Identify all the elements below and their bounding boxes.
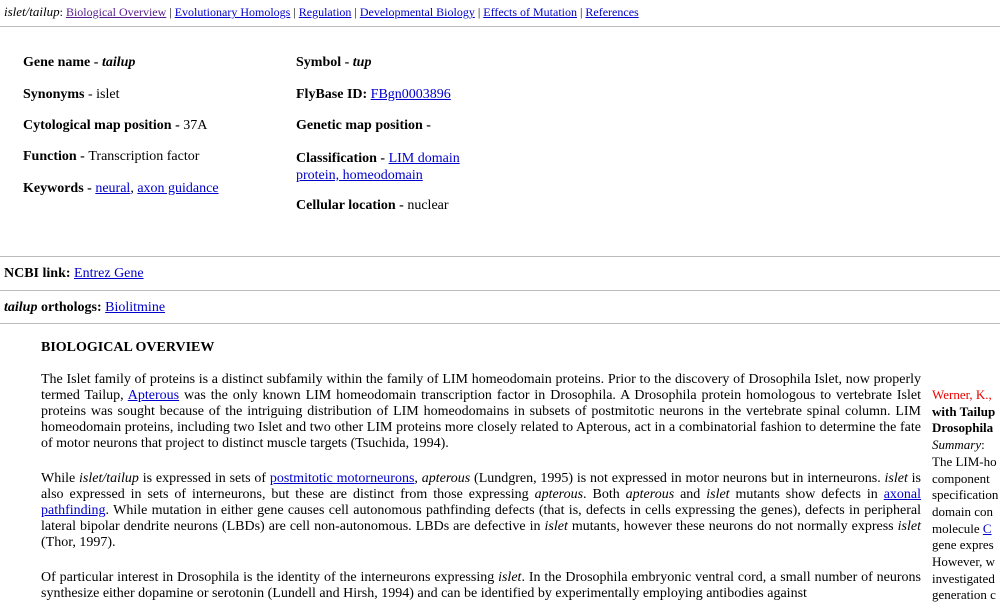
nav-link-regulation[interactable]: Regulation xyxy=(298,5,352,19)
nav-separator: | xyxy=(293,5,296,19)
classification-row xyxy=(296,150,476,184)
keywords-row xyxy=(23,181,219,197)
p2-italic: apterous xyxy=(421,471,471,486)
nav-link-references[interactable]: References xyxy=(585,5,639,19)
sidebar-line: generation c xyxy=(932,587,996,603)
nav-link-developmental-biology[interactable]: Developmental Biology xyxy=(359,5,475,19)
sidebar-line-text: molecule xyxy=(932,520,983,536)
p2-italic: islet xyxy=(897,519,921,534)
entrez-gene-link[interactable]: Entrez Gene xyxy=(74,266,144,281)
sidebar-author: Werner, K., xyxy=(932,387,992,402)
p1-text: was the only known LIM homeodomain transcription factor in Drosophila. A Drosophila protein homologous to vertebrate Islet proteins was sought because of the intriguing distribution of LIM homeodomains in subsets of postmitotic neurons in the vertebrate spinal column. LIM homeodomain proteins, including two Islet and two other LIM proteins more closely related to Apterous, act in a combinatorial fashion to determine the fate of motor neurons that project to distinct muscle targets (Tsuchida, 1994). xyxy=(41,388,921,451)
p2-text: is expressed in sets of xyxy=(138,471,270,486)
divider xyxy=(0,290,1000,291)
p3-text: Of particular interest in Drosophila is the identity of the interneurons expressing xyxy=(41,570,499,585)
ncbi-link-row xyxy=(4,266,144,282)
keywords-label: Keywords - xyxy=(23,181,96,196)
flybase-label: FlyBase ID: xyxy=(296,87,371,102)
p2-italic: islet/tailup xyxy=(79,471,139,486)
cellular-location-label: Cellular location - xyxy=(296,198,408,213)
p2-italic: islet xyxy=(884,471,908,486)
sidebar-line: domain con xyxy=(932,503,994,519)
sidebar-title-line: Drosophila xyxy=(932,420,994,436)
overview-paragraph-3 xyxy=(41,570,921,602)
nav-separator: | xyxy=(477,5,481,19)
nav-link-effects-of-mutation[interactable]: Effects of Mutation xyxy=(483,5,577,19)
flybase-row xyxy=(296,87,451,103)
cellular-location-row xyxy=(296,198,449,214)
cellular-location-value: nuclear xyxy=(407,198,449,213)
synonyms-label: Synonyms xyxy=(23,87,85,102)
sidebar-line: However, w xyxy=(932,554,996,570)
sidebar-line: The LIM-ho xyxy=(932,453,997,469)
gene-label: islet/tailup xyxy=(4,4,60,19)
p2-italic: islet xyxy=(544,519,568,534)
nav-link-evolutionary-homologs[interactable]: Evolutionary Homologs xyxy=(174,5,291,19)
sidebar-line: specification xyxy=(932,487,999,503)
function-value: Transcription factor xyxy=(88,149,200,164)
keywords-separator: , xyxy=(130,181,138,196)
p2-text: . While mutation in either gene causes cell autonomous pathfinding defects (that is, defects in cells expressing the genes), defects in peripheral lateral bipolar dendrite neurons (LBDs) are cell non-autonomous. LBDs are defective in xyxy=(41,503,921,534)
symbol-label: Symbol - xyxy=(296,55,353,70)
synonyms-value: - islet xyxy=(84,87,120,102)
gene-name-value: tailup xyxy=(101,55,136,70)
p2-text: (Thor, 1997). xyxy=(41,535,116,550)
p2-text: . Both xyxy=(583,487,626,502)
sidebar-line: component xyxy=(932,470,990,486)
axonal-pathfinding-link[interactable]: axonal pathfinding xyxy=(41,487,922,518)
nav-link-biological-overview[interactable]: Biological Overview xyxy=(65,5,167,19)
p2-text: mutants show defects in xyxy=(729,487,884,502)
sidebar-link[interactable]: C xyxy=(982,520,992,536)
sidebar-summary-label: Summary xyxy=(932,437,982,453)
divider xyxy=(0,256,1000,257)
p3-italic: islet xyxy=(498,570,522,585)
genetic-map-row xyxy=(296,118,431,134)
p2-italic: apterous xyxy=(534,487,584,502)
genetic-map-label: Genetic map position - xyxy=(296,118,431,133)
p2-text: , xyxy=(414,471,422,486)
synonyms-row xyxy=(23,87,119,103)
flybase-id-link[interactable]: FBgn0003896 xyxy=(370,87,451,102)
p2-italic: apterous xyxy=(625,487,675,502)
classification-label: Classification - xyxy=(296,151,389,166)
cytological-map-value: 37A xyxy=(183,118,208,133)
overview-paragraph-1 xyxy=(41,372,921,452)
nav-separator: | xyxy=(354,5,357,19)
biolitmine-link[interactable]: Biolitmine xyxy=(105,300,166,315)
orthologs-gene: tailup xyxy=(4,300,38,315)
cytological-map-label: Cytological map position - xyxy=(23,118,184,133)
keyword-link-neural[interactable]: neural xyxy=(95,181,131,196)
gene-name-label: Gene name - xyxy=(23,55,102,70)
reference-sidebar xyxy=(932,387,1000,604)
p2-italic: islet xyxy=(706,487,730,502)
orthologs-label: orthologs: xyxy=(37,300,106,315)
p2-text: is also expressed in sets of interneurons, but these are distinct from those expressing xyxy=(41,471,922,502)
top-navigation xyxy=(4,4,639,20)
function-label: Function - xyxy=(23,149,89,164)
symbol-row xyxy=(296,55,371,71)
classification-link[interactable]: LIM domain protein, homeodomain xyxy=(296,151,460,183)
section-heading: BIOLOGICAL OVERVIEW xyxy=(41,340,215,355)
overview-paragraph-2 xyxy=(41,471,921,551)
apterous-link[interactable]: Apterous xyxy=(127,388,180,403)
sidebar-line-with-link xyxy=(932,521,1000,538)
p2-text: mutants, however these neurons do not normally express xyxy=(567,519,898,534)
sidebar-summary-colon: : xyxy=(981,437,985,453)
sidebar-line: investigated xyxy=(932,570,995,586)
p3-text: . In the Drosophila embryonic ventral cord, a small number of neurons synthesize either dopamine or serotonin (Lundell and Hirsh, 1994) and can be identified by experimentally employing antibodies against xyxy=(41,570,921,601)
nav-colon: : xyxy=(59,5,63,19)
p2-text: While xyxy=(41,471,80,486)
ncbi-link-label: NCBI link: xyxy=(4,266,75,281)
symbol-value: tup xyxy=(352,55,372,70)
divider xyxy=(0,323,1000,324)
gene-name-row xyxy=(23,55,135,71)
divider xyxy=(0,26,1000,27)
p2-text: (Lundgren, 1995) is not expressed in motor neurons but in interneurons. xyxy=(470,471,885,486)
nav-separator: | xyxy=(580,5,583,19)
p2-text: and xyxy=(674,487,707,502)
orthologs-row xyxy=(4,300,165,316)
function-row xyxy=(23,149,199,165)
postmitotic-motorneurons-link[interactable]: postmitotic motorneurons xyxy=(269,471,415,486)
keyword-link-axon-guidance[interactable]: axon guidance xyxy=(137,181,219,196)
p1-text: The Islet family of proteins is a distinct subfamily within the family of LIM homeodomain proteins. Prior to the discovery of Drosophila Islet, now properly termed Tailup, xyxy=(41,372,921,403)
nav-separator: | xyxy=(169,5,172,19)
sidebar-title-line: with Tailup xyxy=(932,403,996,419)
cytological-map-row xyxy=(23,118,207,134)
sidebar-line: gene expres xyxy=(932,537,994,553)
